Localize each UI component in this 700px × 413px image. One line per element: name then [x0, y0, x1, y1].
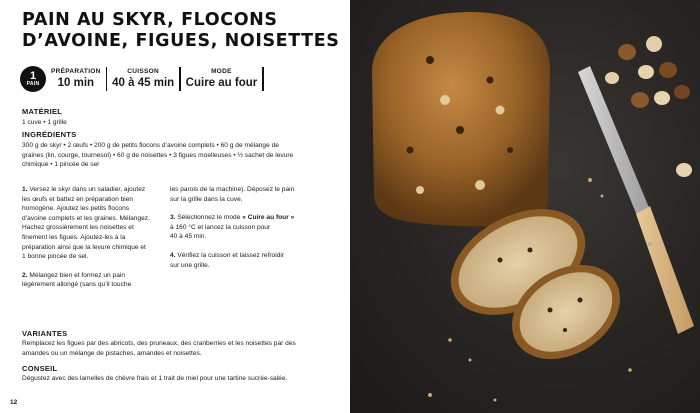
variantes-text: [22, 339, 347, 358]
step-line: Versez le skyr dans un saladier, ajoutez: [29, 186, 146, 193]
prep-time-label: PRÉPARATION: [51, 68, 101, 75]
step-line: sur la grille dans la cuve.: [170, 195, 243, 203]
servings-badge: [20, 66, 46, 92]
step-number: 4.: [170, 251, 176, 259]
ingredients-text: [22, 141, 347, 170]
step-line: Vérifiez la cuisson et laissez refroidir: [177, 251, 284, 259]
step-line: préparation ainsi que la levure chimique et: [22, 243, 146, 251]
step-line: Mélangez bien et formez un pain: [29, 271, 126, 279]
servings-number: 1: [29, 70, 37, 82]
step-line: les œufs et battez en préparation bien: [22, 195, 134, 203]
cook-time-label: CUISSON: [127, 68, 160, 75]
variantes-heading: VARIANTES: [22, 329, 68, 338]
step-line: 1 bonne pincée de sel.: [22, 253, 89, 261]
step-line: les parois de la machine). Déposez le pain: [170, 186, 295, 193]
step-line: sur une grille.: [170, 261, 210, 269]
mode-name: « Cuire au four »: [242, 214, 295, 222]
step-4: [170, 251, 345, 270]
recipe-meta: [20, 66, 264, 92]
recipe-photo: [350, 0, 700, 413]
ingredients-heading: INGRÉDIENTS: [22, 130, 77, 139]
materiel-text: 1 cuve • 1 grille: [22, 119, 67, 126]
step-line: à 160 °C et lancez la cuisson pour: [170, 223, 271, 231]
step-line: homogène. Ajoutez les petits flocons: [22, 205, 130, 213]
step-line: Hachez grossièrement les noisettes et: [22, 224, 134, 232]
step-line: Sélectionnez le mode: [177, 214, 243, 222]
variantes-line: Remplacez les figues par des abricots, des pruneaux, des cranberries et les noisettes par des: [22, 340, 296, 347]
cook-mode-label: MODE: [211, 68, 232, 75]
cook-mode-value: Cuire au four: [185, 77, 258, 89]
meta-divider: [262, 67, 264, 91]
step-2: [22, 271, 167, 290]
step-1: [22, 185, 167, 262]
cook-time: [107, 68, 179, 90]
bread-loaf: [372, 12, 550, 226]
cook-mode: [181, 68, 263, 90]
ingredients-line: 300 g de skyr • 2 œufs • 200 g de petits flocons d’avoine complets • 60 g de mélange de: [22, 142, 279, 149]
variantes-line: amandes ou un mélange de pistaches, amandes et noisettes.: [22, 349, 202, 357]
prep-time: [46, 68, 106, 90]
materiel-heading: MATÉRIEL: [22, 107, 63, 116]
ingredients-line: graines (lin, courge, tournesol) • 60 g de noisettes • 3 figues moelleuses • ½ sachet de levure: [22, 151, 294, 159]
bread-photo-illustration: [350, 0, 700, 413]
steps-column-right: [170, 185, 345, 270]
cook-time-value: 40 à 45 min: [112, 77, 175, 89]
step-line: finement les figues. Ajoutez-les à la: [22, 233, 126, 241]
step-number: 3.: [170, 214, 176, 222]
step-line: d’avoine complets et les graines. Mélangez.: [22, 214, 150, 222]
prep-time-value: 10 min: [57, 77, 95, 89]
steps-column-left: [22, 185, 167, 290]
ingredients-line: chimique • 1 pincée de sel: [22, 161, 99, 169]
servings-unit: PAIN: [26, 81, 40, 87]
step-3: [170, 213, 345, 242]
conseil-heading: CONSEIL: [22, 364, 58, 373]
step-number: 1.: [22, 186, 28, 193]
conseil-text: Dégustez avec des lamelles de chèvre frais et 1 trait de miel pour une tartine sucrée-salée.: [22, 375, 288, 382]
step-number: 2.: [22, 271, 28, 279]
page-number: 12: [10, 399, 18, 406]
step-line: 40 à 45 min.: [170, 233, 207, 241]
recipe-title: PAIN AU SKYR, FLOCONS D’AVOINE, FIGUES, NOISETTES: [22, 10, 340, 51]
step-line: légèrement allongé (sans qu’il touche: [22, 281, 132, 289]
